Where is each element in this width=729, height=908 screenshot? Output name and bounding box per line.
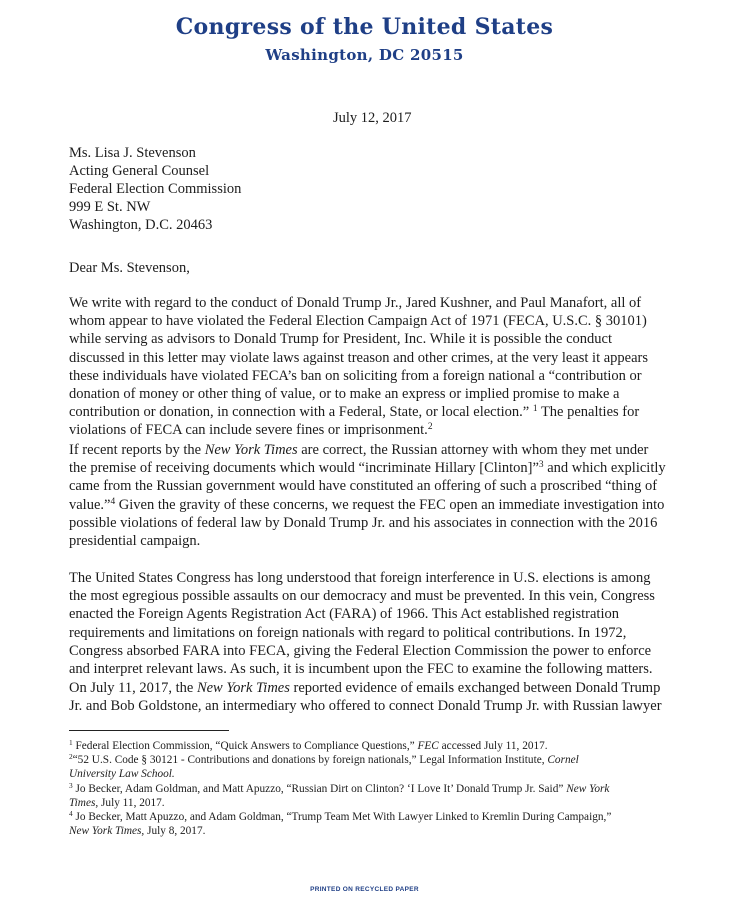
text-line: The United States Congress has long understood that foreign interference in U.S. elections is among (69, 570, 651, 586)
footnote-text: “52 U.S. Code § 30121 - Contributions and donations by foreign nationals,” Legal Information Institute, (72, 753, 545, 766)
footnote-text: July 11, 2017. (101, 797, 165, 810)
letterhead-subtitle: Washington, DC 20515 (265, 46, 464, 64)
salutation: Dear Ms. Stevenson, (69, 260, 190, 276)
text-line (69, 459, 709, 477)
text-run: reported evidence of emails exchanged between Donald Trump (293, 680, 661, 696)
footnote-continuation (69, 825, 709, 839)
footnote-continuation (69, 768, 709, 782)
text-run: The penalties for (540, 404, 640, 421)
text-run: the premise of receiving documents which would “incriminate Hillary [Clinton]” (69, 460, 539, 477)
recipient-name: Ms. Lisa J. Stevenson (69, 145, 196, 161)
recipient-organization: Federal Election Commission (69, 181, 242, 197)
footnote-text: July 8, 2017. (147, 824, 206, 837)
recipient-street: 999 E St. NW (69, 199, 151, 215)
footnote-ref: 3 (538, 460, 544, 471)
text-line: these individuals have violated FECA’s ban on soliciting from a foreign national a “contribution or (69, 367, 642, 384)
footnote-number: 2 (69, 751, 73, 761)
recipient-title: Acting General Counsel (69, 163, 210, 179)
body-paragraph-3 (69, 569, 709, 678)
text-line: whom appear to have violated the Federal Election Campaign Act of 1971 (FECA, U.S.C. § 30101) (69, 313, 647, 330)
body-paragraph-4 (69, 679, 709, 715)
footnote-continuation (69, 797, 709, 811)
footnote-4 (69, 808, 709, 825)
text-line: enacted the Foreign Agents Registration Act (FARA) of 1966. This Act established registration (69, 606, 619, 623)
text-line (69, 496, 709, 514)
text-run: and which explicitly (547, 460, 666, 477)
letterhead-title: Congress of the United States (175, 14, 554, 40)
footnote-source: New York Times, (69, 824, 145, 837)
publication-title: New York Times (196, 680, 290, 696)
footnote-text: Jo Becker, Adam Goldman, and Matt Apuzzo, “Russian Dirt on Clinton? ‘I Love It’ Donald Trump Jr. Said” (75, 783, 564, 796)
footnote-source: New York (566, 783, 610, 796)
publication-title: New York Times (204, 442, 298, 458)
text-run: contribution or donation, in connection with a Federal, State, or local election.” (69, 404, 530, 421)
footnote-source: University Law School. (69, 767, 175, 780)
footnote-number: 1 (69, 737, 73, 747)
recycled-paper-notice: PRINTED ON RECYCLED PAPER (310, 886, 419, 893)
text-line: donation of money or other thing of value, or to make an express or implied promise to make a (69, 386, 620, 403)
footnotes (69, 737, 709, 839)
footnote-ref: 4 (110, 496, 116, 507)
letter-date: July 12, 2017 (333, 110, 412, 126)
footnote-number: 4 (69, 808, 73, 818)
text-line: while serving as advisors to Donald Trump for President, Inc. While it is possible the conduct (69, 331, 613, 348)
text-line: requirements and limitations on foreign nationals with regard to political contributions. In 1972, (69, 624, 627, 641)
text-line: discussed in this letter may violate laws against treason and other crimes, at the very least it appears (69, 349, 649, 366)
text-run: On July 11, 2017, the (69, 680, 194, 696)
footnote-divider (69, 730, 229, 731)
footnote-text: accessed July 11, 2017. (441, 740, 548, 752)
text-run: Given the gravity of these concerns, we request the FEC open an immediate investigation into (118, 496, 665, 513)
text-run: violations of FECA can include severe fines or imprisonment. (69, 422, 428, 439)
footnote-ref: 2 (427, 422, 433, 433)
footnote-source: Times, (69, 797, 99, 810)
footnote-ref: 1 (532, 404, 538, 415)
text-line (69, 441, 709, 459)
footnote-source: Cornel (547, 753, 579, 766)
text-line (69, 403, 709, 421)
text-run: value.” (69, 496, 111, 513)
footnote-number: 3 (69, 781, 73, 791)
text-line: and interpret relevant laws. As such, it is incumbent upon the FEC to examine the following matters. (69, 661, 653, 678)
footnote-1 (69, 737, 709, 754)
text-line: Congress absorbed FARA into FECA, giving the Federal Election Commission the power to enforce (69, 642, 652, 659)
text-line: came from the Russian government would have constituted an offering of such a proscribed “thing of (69, 478, 658, 495)
recipient-address (69, 144, 241, 234)
footnote-2 (69, 751, 709, 768)
text-run: If recent reports by the (69, 442, 202, 458)
footnote-text: Jo Becker, Matt Apuzzo, and Adam Goldman, “Trump Team Met With Lawyer Linked to Kremlin During Campaign,” (75, 810, 612, 823)
text-line: We write with regard to the conduct of Donald Trump Jr., Jared Kushner, and Paul Manafort, all of (69, 295, 642, 311)
text-line: the most egregious possible assaults on our democracy and must be prevented. In this vein, Congress (69, 588, 655, 605)
footnote-source: FEC (417, 740, 439, 752)
text-run: are correct, the Russian attorney with whom they met under (301, 442, 649, 458)
recipient-city: Washington, D.C. 20463 (69, 217, 213, 233)
text-line (69, 421, 709, 439)
footnote-text: Federal Election Commission, “Quick Answers to Compliance Questions,” (75, 740, 415, 752)
text-line: presidential campaign. (69, 533, 201, 550)
text-line: Jr. and Bob Goldstone, an intermediary who offered to connect Donald Trump Jr. with Russian lawyer (69, 698, 662, 715)
footnote-3 (69, 783, 709, 797)
body-paragraph-1 (69, 294, 709, 440)
text-line: possible violations of federal law by Donald Trump Jr. and his associates in connection with the 2016 (69, 514, 658, 531)
text-line (69, 679, 709, 697)
body-paragraph-2 (69, 441, 709, 550)
